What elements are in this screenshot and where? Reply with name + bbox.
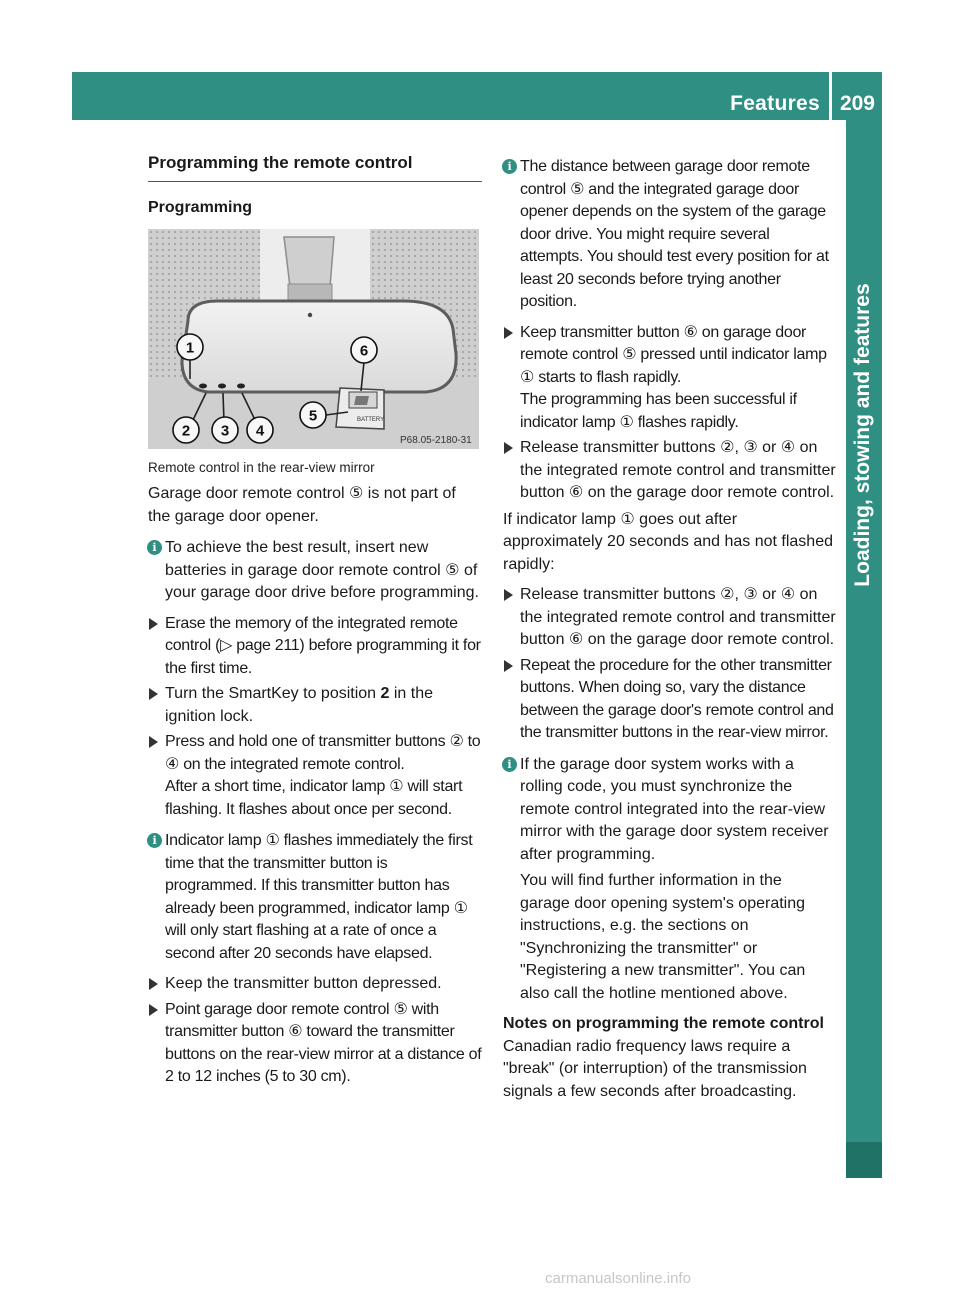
header-separator [829,72,832,120]
side-tab-marker [846,1142,882,1178]
callout-6: 6 [359,342,369,360]
arrow-bullet-icon [504,442,513,454]
step-item: Release transmitter buttons ②, ③ or ④ on the integrated remote control and transmitter button ⑥ on the garage door remote control. [503,584,836,652]
right-column [503,152,836,1111]
paragraph: Garage door remote control ⑤ is not part of the garage door opener. [148,485,456,525]
paragraph: If indicator lamp ① goes out after approximately 20 seconds and has not flashed rapidly: [503,510,833,573]
arrow-bullet-icon [504,327,513,339]
step-item: Release transmitter buttons ②, ③ or ④ on the integrated remote control and transmitter button ⑥ on the garage door remote control. [503,437,836,505]
header-bar [72,72,882,120]
subheading-notes: Notes on programming the remote control [503,1015,824,1032]
step-item: Erase the memory of the integrated remote control (▷ page 211) before programming it for the first time. [148,613,482,681]
arrow-bullet-icon [504,660,513,672]
left-column [148,152,482,1092]
header-section-title: Features [730,92,820,115]
callout-2: 2 [181,422,191,440]
step-item: Repeat the procedure for the other transmitter buttons. When doing so, vary the distance between the garage door's remote control and the transmitter buttons in the rear-view mirror. [503,655,836,745]
step-item: Point garage door remote control ⑤ with transmitter button ⑥ toward the transmitter buttons on the rear-view mirror at a distance of 2 to 12 inches (5 to 30 cm). [148,999,482,1089]
info-icon: i [147,540,162,555]
mirror-figure [148,229,479,449]
callout-4: 4 [255,422,265,440]
info-icon: i [147,833,162,848]
step-item: Turn the SmartKey to position 2 in the ignition lock. [148,683,482,728]
info-icon: i [502,159,517,174]
arrow-bullet-icon [149,978,158,990]
callout-1: 1 [185,339,195,357]
info-note: i The distance between garage door remote control ⑤ and the integrated garage door opener depends on the system of the garage door drive. You might require several attempts. You should test every position for at least 20 seconds before trying another position. [503,156,836,314]
info-icon: i [502,757,517,772]
section-title: Programming the remote control [148,152,482,182]
subheading-programming: Programming [148,198,253,216]
step-item: Keep the transmitter button depressed. [148,973,482,996]
step-item: Press and hold one of transmitter buttons ② to ④ on the integrated remote control. After a short time, indicator lamp ① will start flashing. It flashes about once per second. [148,731,482,821]
figure-caption: Remote control in the rear-view mirror [148,460,375,475]
info-note: i Indicator lamp ① flashes immediately the first time that the transmitter button is programmed. If this transmitter button has already been programmed, indicator lamp ① will only start flashing at a rate of once a second after 20 seconds have elapsed. [148,830,482,965]
page-number: 209 [839,92,875,115]
paragraph: Canadian radio frequency laws require a "break" (or interruption) of the transmission signals a few seconds after broadcasting. [503,1037,807,1100]
arrow-bullet-icon [149,688,158,700]
arrow-bullet-icon [149,618,158,630]
callout-3: 3 [220,422,230,440]
watermark: carmanualsonline.info [545,1270,691,1287]
callout-5: 5 [308,407,318,425]
svg-text:BATTERY: BATTERY [357,417,385,423]
remote-control-unit [336,388,384,429]
info-note: i To achieve the best result, insert new batteries in garage door remote control ⑤ of your garage door drive before programming. [148,537,482,605]
arrow-bullet-icon [504,589,513,601]
step-item: Keep transmitter button ⑥ on garage door remote control ⑤ pressed until indicator lamp ① starts to flash rapidly. The programming has been successful if indicator lamp ① flashes rapidly. [503,322,836,435]
figure-code: P68.05-2180-31 [400,435,472,446]
arrow-bullet-icon [149,1004,158,1016]
info-note: i If the garage door system works with a rolling code, you must synchronize the remote control integrated into the rear-view mirror with the garage door system receiver after programming. You will find further information in the garage door opening system's operating instructions, e.g. the sections on "Synchronizing the transmitter" or "Registering a new transmitter". You can also call the hotline mentioned above. [503,754,836,1006]
arrow-bullet-icon [149,736,158,748]
